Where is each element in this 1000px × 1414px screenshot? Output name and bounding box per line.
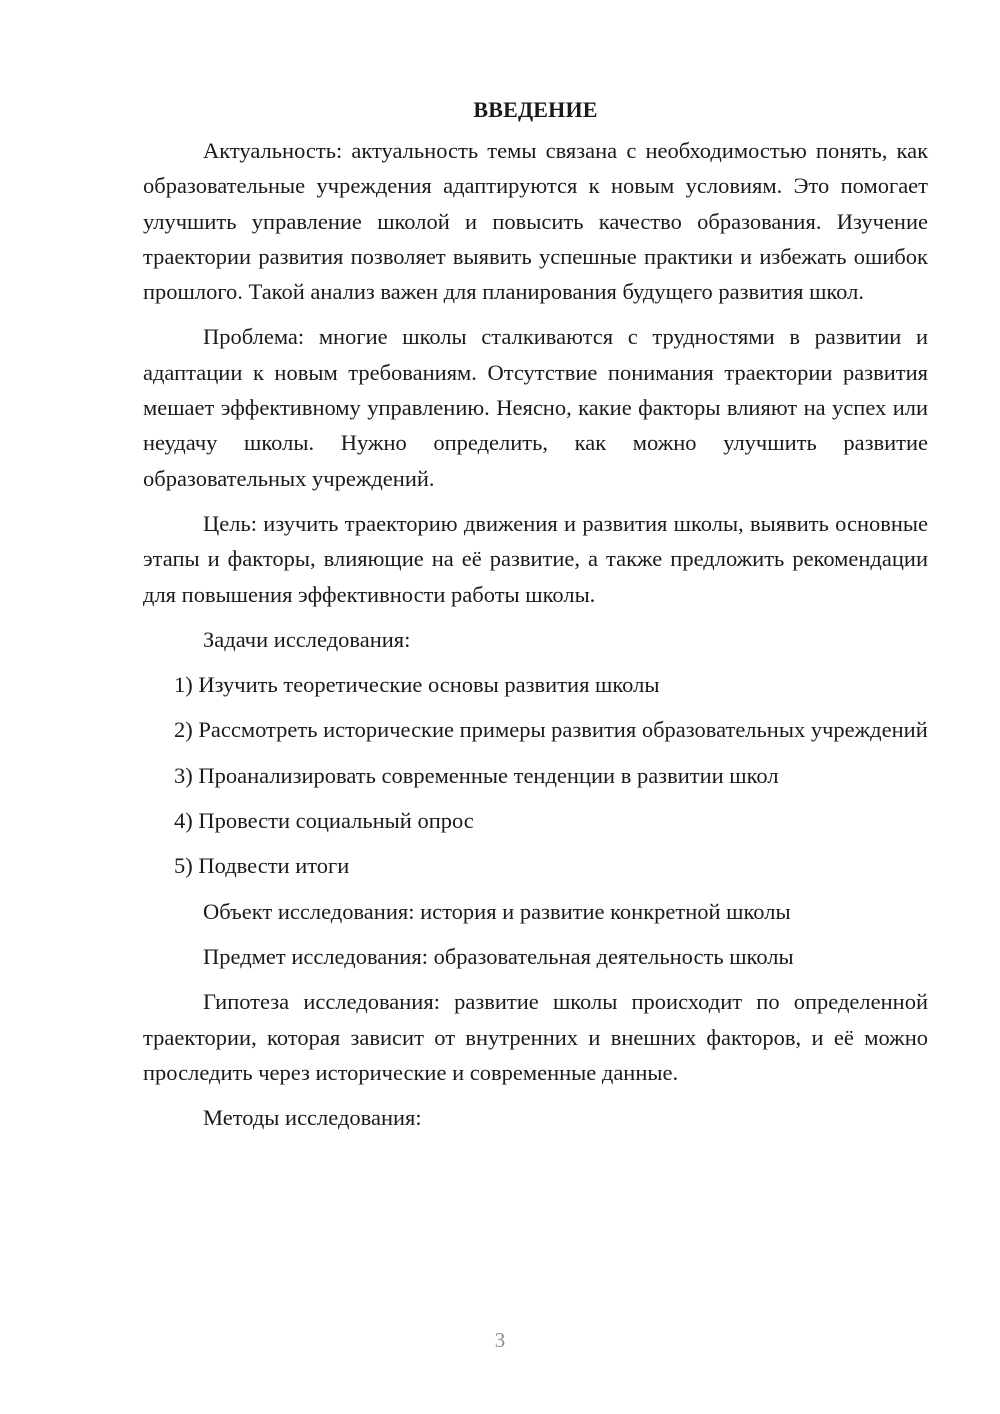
section-title: ВВЕДЕНИЕ bbox=[473, 97, 598, 122]
relevance-paragraph: Актуальность: актуальность темы связана с необходимостью понять, как образовательные учреждения адаптируются к новым условиям. Это помогает улучшить управление школой и повысить качество образования. Изучение траектории развития позволяет выявить успешные практики и избежать ошибок прошлого. Такой анализ важен для планирования будущего развития школ. bbox=[143, 138, 928, 305]
tasks-heading: Задачи исследования: bbox=[203, 626, 411, 652]
subject-line: Предмет исследования: образовательная деятельность школы bbox=[203, 943, 794, 969]
task-item: 2) Рассмотреть исторические примеры развития образовательных учреждений bbox=[174, 717, 928, 743]
methods-heading: Методы исследования: bbox=[203, 1105, 422, 1131]
tasks-list bbox=[143, 667, 928, 883]
object-line: Объект исследования: история и развитие конкретной школы bbox=[203, 898, 791, 924]
task-item: 1) Изучить теоретические основы развития школы bbox=[174, 672, 660, 698]
task-item: 5) Подвести итоги bbox=[174, 853, 350, 879]
hypothesis-paragraph: Гипотеза исследования: развитие школы происходит по определенной траектории, которая зависит от внутренних и внешних факторов, и её можно проследить через исторические и современные данные. bbox=[143, 989, 928, 1085]
page-number: 3 bbox=[494, 1328, 506, 1352]
problem-paragraph: Проблема: многие школы сталкиваются с трудностями в развитии и адаптации к новым требованиям. Отсутствие понимания траектории развития мешает эффективному управлению. Неясно, какие факторы влияют на успех или неудачу школы. Нужно определить, как можно улучшить развитие образовательных учреждений. bbox=[143, 324, 928, 491]
task-item: 4) Провести социальный опрос bbox=[174, 808, 474, 834]
task-item: 3) Проанализировать современные тенденции в развитии школ bbox=[174, 762, 779, 788]
document-page bbox=[143, 92, 928, 1145]
goal-paragraph: Цель: изучить траекторию движения и развития школы, выявить основные этапы и факторы, влияющие на её развитие, а также предложить рекомендации для повышения эффективности работы школы. bbox=[143, 510, 928, 607]
